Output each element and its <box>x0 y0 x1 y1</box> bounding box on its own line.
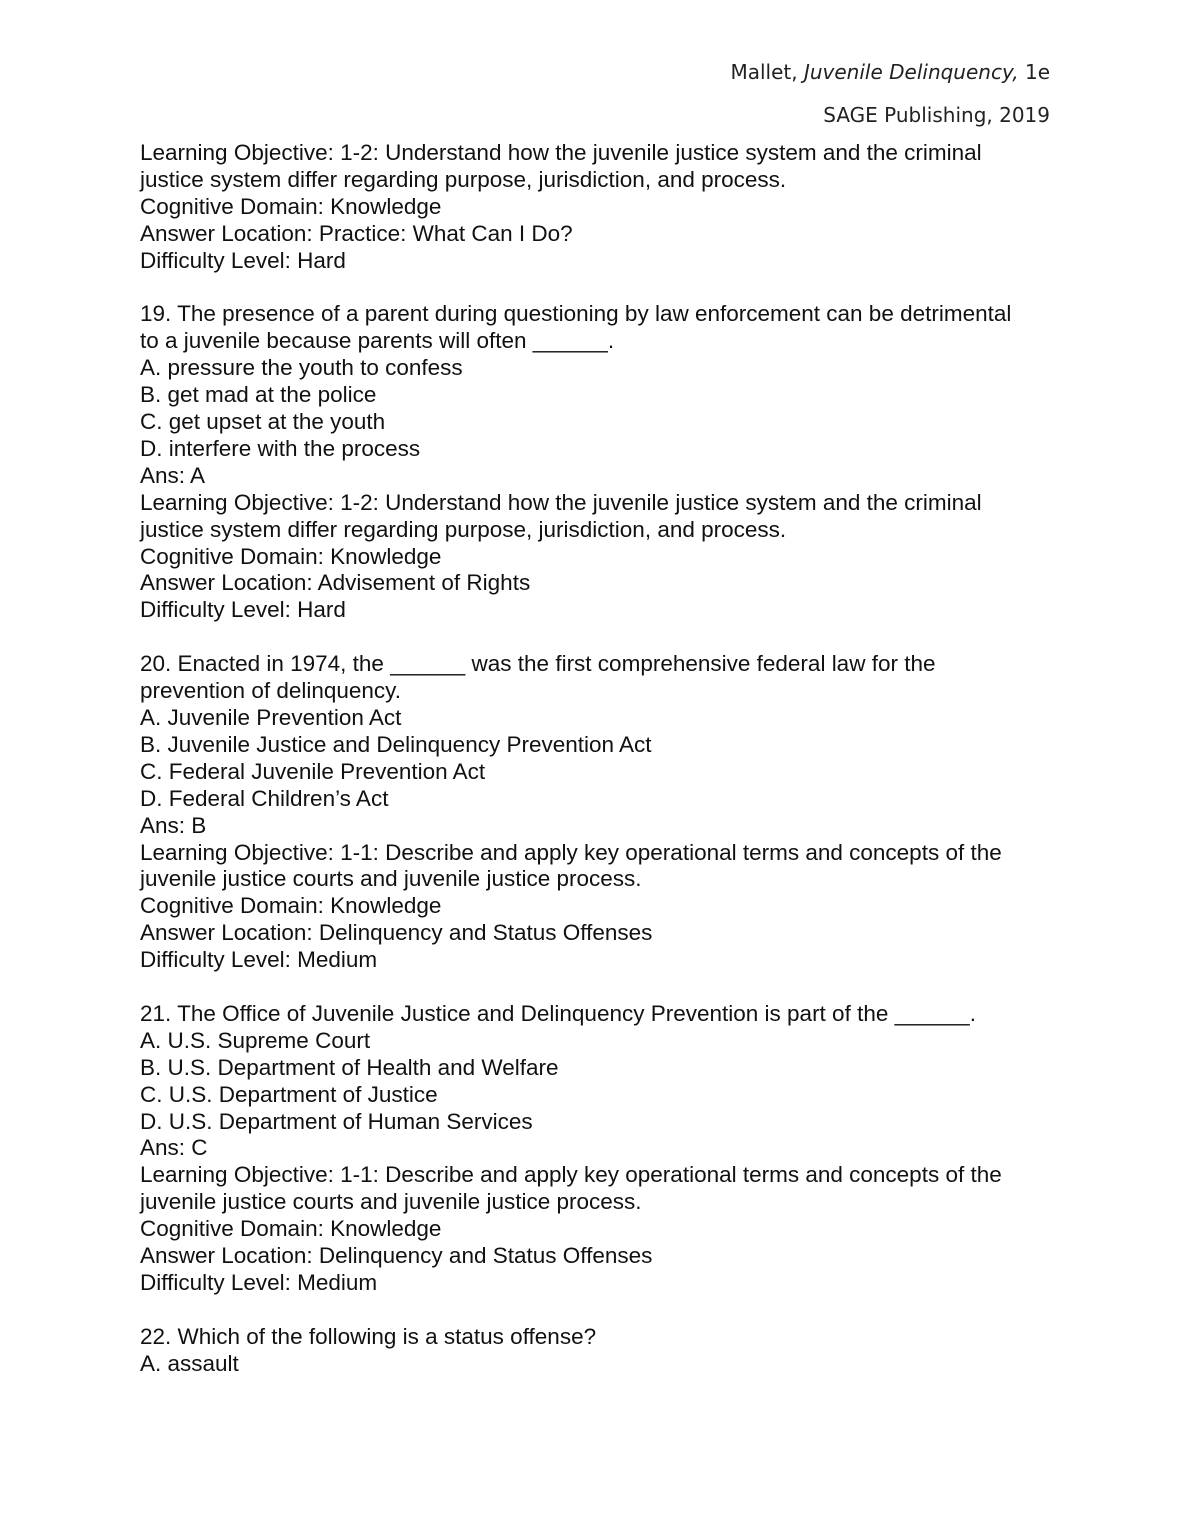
header-book-title: Juvenile Delinquency, <box>803 60 1019 84</box>
header-edition: 1e <box>1018 60 1050 84</box>
answer-option-d: D. interfere with the process <box>140 435 421 461</box>
answer-option-a: A. Juvenile Prevention Act <box>140 705 402 730</box>
answer-option-d: D. U.S. Department of Human Services <box>140 1108 533 1134</box>
answer-option-b: B. get mad at the police <box>140 382 377 408</box>
question-19 <box>140 301 1060 624</box>
page-body <box>140 140 1060 1378</box>
previous-question-metadata <box>140 140 1060 275</box>
difficulty-level-line: Difficulty Level: Medium <box>140 947 378 973</box>
cognitive-domain-line: Cognitive Domain: Knowledge <box>140 543 442 569</box>
learning-objective-line: justice system differ regarding purpose, jurisdiction, and process. <box>140 516 787 542</box>
header-author: Mallet, <box>730 60 804 84</box>
answer-key: Ans: B <box>140 812 207 838</box>
answer-key: Ans: A <box>140 462 206 488</box>
answer-option-c: C. U.S. Department of Justice <box>140 1081 438 1107</box>
learning-objective-line: Learning Objective: 1-1: Describe and apply key operational terms and concepts of the <box>140 839 1002 865</box>
answer-option-c: C. Federal Juvenile Prevention Act <box>140 758 486 784</box>
answer-key: Ans: C <box>140 1135 208 1161</box>
learning-objective-line: juvenile justice courts and juvenile justice process. <box>140 866 642 892</box>
learning-objective-line: Learning Objective: 1-2: Understand how the juvenile justice system and the criminal <box>140 489 982 515</box>
learning-objective-line: Learning Objective: 1-1: Describe and apply key operational terms and concepts of the <box>140 1162 1002 1188</box>
difficulty-level-line: Difficulty Level: Medium <box>140 1270 378 1296</box>
learning-objective-line: juvenile justice courts and juvenile justice process. <box>140 1189 642 1215</box>
question-22 <box>140 1324 1060 1378</box>
answer-option-c: C. get upset at the youth <box>140 409 386 435</box>
answer-option-d: D. Federal Children’s Act <box>140 785 389 811</box>
answer-option-a: A. pressure the youth to confess <box>140 355 463 381</box>
answer-option-b: B. U.S. Department of Health and Welfare <box>140 1054 559 1080</box>
cognitive-domain-line: Cognitive Domain: Knowledge <box>140 1216 442 1242</box>
question-21 <box>140 1001 1060 1297</box>
learning-objective-line: justice system differ regarding purpose, jurisdiction, and process. <box>140 166 787 192</box>
cognitive-domain-line: Cognitive Domain: Knowledge <box>140 893 442 919</box>
question-stem: 22. Which of the following is a status offense? <box>140 1323 597 1349</box>
answer-option-a: A. assault <box>140 1350 239 1376</box>
running-header-citation <box>730 60 1050 84</box>
answer-location-line: Answer Location: Advisement of Rights <box>140 570 531 596</box>
question-20 <box>140 651 1060 974</box>
answer-location-line: Answer Location: Practice: What Can I Do? <box>140 220 573 246</box>
running-header-publisher: SAGE Publishing, 2019 <box>823 103 1050 127</box>
answer-location-line: Answer Location: Delinquency and Status Offenses <box>140 1243 653 1269</box>
question-stem: prevention of delinquency. <box>140 678 402 704</box>
question-stem: 21. The Office of Juvenile Justice and Delinquency Prevention is part of the ______. <box>140 1000 976 1026</box>
answer-option-a: A. U.S. Supreme Court <box>140 1027 371 1053</box>
question-stem: 20. Enacted in 1974, the ______ was the first comprehensive federal law for the <box>140 651 936 677</box>
learning-objective-line: Learning Objective: 1-2: Understand how the juvenile justice system and the criminal <box>140 140 982 165</box>
answer-location-line: Answer Location: Delinquency and Status Offenses <box>140 920 653 946</box>
answer-option-b: B. Juvenile Justice and Delinquency Prevention Act <box>140 731 652 757</box>
question-stem: to a juvenile because parents will often ______. <box>140 328 615 354</box>
difficulty-level-line: Difficulty Level: Hard <box>140 247 346 273</box>
cognitive-domain-line: Cognitive Domain: Knowledge <box>140 193 442 219</box>
question-stem: 19. The presence of a parent during questioning by law enforcement can be detrimental <box>140 301 1012 327</box>
difficulty-level-line: Difficulty Level: Hard <box>140 597 346 623</box>
